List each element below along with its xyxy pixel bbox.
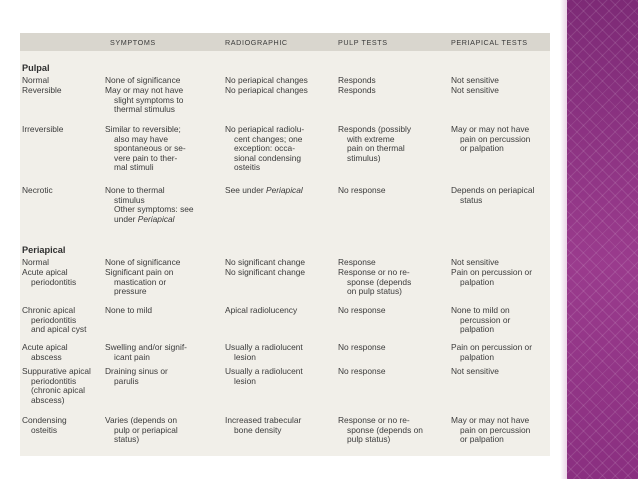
- name-text-line: Normal: [22, 75, 49, 85]
- symptoms-text-line: None to thermal: [105, 185, 165, 195]
- periapical-text-line: Not sensitive: [451, 366, 499, 376]
- symptoms-text-line: vere pain to ther-: [114, 152, 178, 163]
- cell-name: [22, 86, 62, 96]
- radiographic-text-line: No significant change: [225, 257, 306, 267]
- radiographic-text-line: Usually a radiolucent: [225, 366, 303, 376]
- cross-reference-text: Periapical: [265, 185, 303, 195]
- radiographic-text-line: No periapical changes: [225, 85, 308, 95]
- name-text-line: Condensing: [22, 415, 67, 425]
- cell-symptoms: [105, 125, 186, 173]
- symptoms-text-line: spontaneous or se-: [114, 143, 186, 154]
- pulp-text-line: Responds: [338, 85, 376, 95]
- symptoms-text-line: Significant pain on: [105, 267, 174, 277]
- periapical-text-line: Depends on periapical: [451, 185, 535, 195]
- name-text-line: Acute apical: [22, 342, 68, 352]
- cross-reference-text: Periapical: [137, 213, 175, 224]
- cell-name: [22, 125, 63, 135]
- pulp-text-line: pulp status): [347, 434, 391, 445]
- cell-name: [22, 343, 68, 362]
- cell-radiographic: [225, 186, 303, 196]
- symptoms-text-line: None of significance: [105, 75, 181, 85]
- radiographic-text-line: osteitis: [234, 162, 261, 173]
- header-periapical-tests: PERIAPICAL TESTS: [451, 38, 528, 47]
- periapical-text-line: pain on percussion: [460, 424, 531, 435]
- name-text-line: abscess: [31, 351, 62, 362]
- symptoms-text-line: pulp or periapical: [114, 424, 178, 435]
- periapical-text-line: May or may not have: [451, 415, 530, 425]
- slide-side-edge: [560, 0, 567, 479]
- cell-periapical: [451, 268, 532, 287]
- periapical-text-line: pain on percussion: [460, 133, 531, 144]
- radiographic-text-line: Increased trabecular: [225, 415, 302, 425]
- cell-symptoms: [105, 416, 178, 445]
- pulp-text-line: sponse (depends: [347, 276, 412, 287]
- cell-periapical: [451, 416, 530, 445]
- cell-radiographic: [225, 125, 304, 173]
- cell-periapical: [451, 186, 534, 205]
- cell-symptoms: [105, 306, 152, 316]
- radiographic-text-line: Apical radiolucency: [225, 305, 298, 315]
- pulp-text-line: pain on thermal: [347, 143, 405, 154]
- pulp-text-line: No response: [338, 342, 386, 352]
- cell-name: [22, 268, 76, 287]
- radiographic-text-line: Usually a radiolucent: [225, 342, 303, 352]
- cell-periapical: [451, 343, 532, 362]
- symptoms-text-line: mal stimuli: [114, 162, 154, 173]
- cell-pulp: [338, 125, 411, 163]
- cell-symptoms: [105, 367, 168, 386]
- table-header-bar: [20, 33, 550, 51]
- cell-pulp: [338, 367, 386, 377]
- cell-pulp: [338, 268, 411, 297]
- symptoms-text-line: Other symptoms: see: [114, 204, 194, 215]
- radiographic-text-line: cent changes; one: [234, 133, 303, 144]
- symptoms-text-line: May or may not have: [105, 85, 184, 95]
- cell-symptoms: [105, 186, 194, 224]
- radiographic-text-line: exception: occa-: [234, 143, 295, 154]
- cell-periapical: [451, 86, 499, 96]
- cell-name: [22, 186, 53, 196]
- periapical-text-line: status: [460, 194, 483, 205]
- name-text-line: periodontitis: [31, 314, 77, 325]
- name-text-line: Irreversible: [22, 124, 64, 134]
- name-text-line: Necrotic: [22, 185, 53, 195]
- cell-pulp: [338, 306, 386, 316]
- header-radiographic: RADIOGRAPHIC: [225, 38, 288, 47]
- pulp-text-line: Responds: [338, 75, 376, 85]
- pulp-text-line: No response: [338, 366, 386, 376]
- symptoms-text-line: stimulus: [114, 194, 145, 205]
- name-text-line: Acute apical: [22, 267, 68, 277]
- pulp-text-line: Response: [338, 257, 376, 267]
- pulp-text-line: Response or no re-: [338, 415, 410, 425]
- cell-symptoms: [105, 268, 173, 297]
- name-text-line: (chronic apical: [31, 385, 85, 396]
- radiographic-text-line: lesion: [234, 375, 256, 386]
- radiographic-text-line: lesion: [234, 351, 256, 362]
- pulp-text-line: Response or no re-: [338, 267, 410, 277]
- periapical-text-line: or palpation: [460, 143, 504, 154]
- cell-pulp: [338, 186, 386, 196]
- symptoms-text-line: status): [114, 434, 140, 445]
- symptoms-text-line: Swelling and/or signif-: [105, 342, 187, 352]
- pulp-text-line: sponse (depends on: [347, 424, 423, 435]
- symptoms-text-line: slight symptoms to: [114, 94, 184, 105]
- decorative-side-panel: [567, 0, 638, 479]
- symptoms-text-line: mastication or: [114, 276, 167, 287]
- periapical-text-line: Pain on percussion or: [451, 267, 533, 277]
- symptoms-text-line: parulis: [114, 375, 139, 386]
- radiographic-text-line: No periapical radiolu-: [225, 124, 305, 134]
- cell-radiographic: [225, 306, 297, 316]
- name-text-line: and apical cyst: [31, 324, 87, 335]
- cell-radiographic: [225, 343, 303, 362]
- periapical-text-line: palpation: [460, 276, 494, 287]
- symptoms-text-line: icant pain: [114, 351, 150, 362]
- cell-pulp: [338, 416, 423, 445]
- symptoms-text-line: Similar to reversible;: [105, 124, 181, 134]
- cell-pulp: [338, 343, 386, 353]
- periapical-text-line: or palpation: [460, 434, 504, 445]
- cell-symptoms: [105, 343, 187, 362]
- cell-periapical: [451, 306, 510, 335]
- pulp-text-line: Responds (possibly: [338, 124, 412, 134]
- cell-symptoms: [105, 86, 183, 115]
- name-text-line: Normal: [22, 257, 49, 267]
- symptoms-text-line: Varies (depends on: [105, 415, 178, 425]
- radiographic-text-line: See under Periapical: [225, 185, 303, 195]
- symptoms-text-line: under Periapical: [114, 213, 175, 224]
- cell-periapical: [451, 125, 530, 154]
- periapical-text-line: None to mild on: [451, 305, 510, 315]
- cell-radiographic: [225, 268, 305, 278]
- periapical-text-line: palpation: [460, 351, 494, 362]
- header-pulp-tests: PULP TESTS: [338, 38, 388, 47]
- periapical-text-line: percussion or: [460, 314, 511, 325]
- cell-periapical: [451, 367, 499, 377]
- periapical-text-line: May or may not have: [451, 124, 530, 134]
- name-text-line: Chronic apical: [22, 305, 76, 315]
- symptoms-text-line: Draining sinus or: [105, 366, 168, 376]
- cell-radiographic: [225, 367, 303, 386]
- name-text-line: Reversible: [22, 85, 62, 95]
- radiographic-text-line: No significant change: [225, 267, 306, 277]
- periapical-text-line: Not sensitive: [451, 85, 499, 95]
- pulp-text-line: No response: [338, 305, 386, 315]
- name-text-line: osteitis: [31, 424, 58, 435]
- cell-pulp: [338, 86, 376, 96]
- header-symptoms: SYMPTOMS: [110, 38, 156, 47]
- section-title: Pulpal: [22, 63, 50, 73]
- pulp-text-line: on pulp status): [347, 286, 402, 297]
- cell-name: [22, 306, 86, 335]
- periapical-text-line: Not sensitive: [451, 257, 499, 267]
- symptoms-text-line: thermal stimulus: [114, 104, 175, 115]
- pulp-text-line: with extreme: [347, 133, 395, 144]
- radiographic-text-line: bone density: [234, 424, 282, 435]
- cell-name: [22, 367, 91, 405]
- periapical-text-line: palpation: [460, 324, 494, 335]
- section-title: Periapical: [22, 245, 66, 255]
- radiographic-text-line: No periapical changes: [225, 75, 308, 85]
- name-text-line: Suppurative apical: [22, 366, 91, 376]
- radiographic-text-line: sional condensing: [234, 152, 302, 163]
- name-text-line: periodontitis: [31, 375, 77, 386]
- symptoms-text-line: pressure: [114, 286, 147, 297]
- symptoms-text-line: also may have: [114, 133, 168, 144]
- cell-radiographic: [225, 416, 301, 435]
- cell-name: [22, 416, 67, 435]
- name-text-line: periodontitis: [31, 276, 77, 287]
- name-text-line: abscess): [31, 394, 65, 405]
- symptoms-text-line: None to mild: [105, 305, 153, 315]
- pulp-text-line: stimulus): [347, 152, 381, 163]
- diagnosis-table: [20, 33, 550, 456]
- symptoms-text-line: None of significance: [105, 257, 181, 267]
- pulp-text-line: No response: [338, 185, 386, 195]
- cell-radiographic: [225, 86, 308, 96]
- periapical-text-line: Not sensitive: [451, 75, 499, 85]
- periapical-text-line: Pain on percussion or: [451, 342, 533, 352]
